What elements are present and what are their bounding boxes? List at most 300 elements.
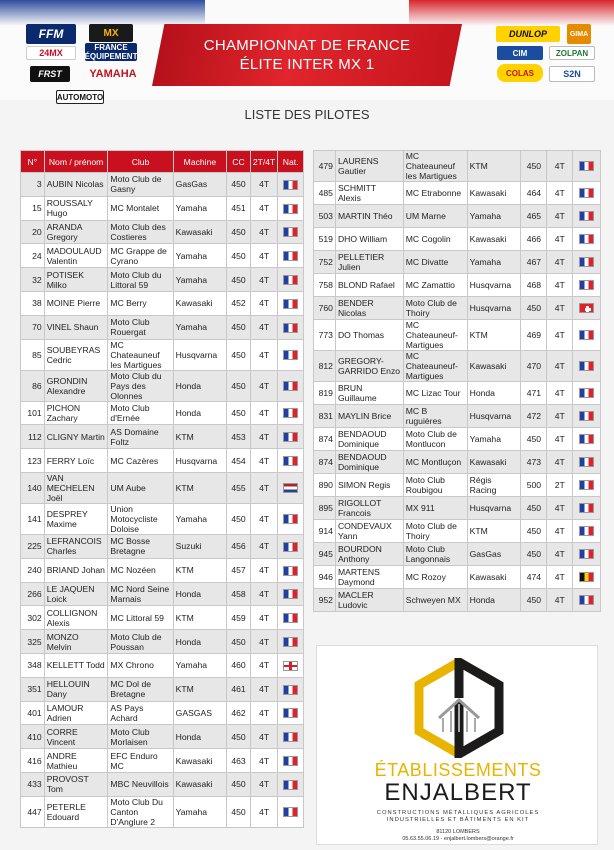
rider-stroke: 4T: [547, 520, 573, 543]
table-row: [21, 677, 304, 701]
rider-name: MADOULAUD Valentin: [44, 244, 108, 268]
rider-club: MX Chrono: [108, 653, 173, 677]
rider-nationality: [573, 182, 601, 205]
rider-stroke: 4T: [250, 315, 277, 339]
rider-nationality: [573, 274, 601, 297]
nl-flag-icon: [283, 483, 298, 493]
rider-nationality: [573, 297, 601, 320]
fr-flag-icon: [283, 637, 298, 647]
rider-nationality: [278, 558, 304, 582]
fr-flag-icon: [283, 275, 298, 285]
automoto-logo-text: AUTOMOTO: [56, 92, 104, 102]
rider-number: 70: [21, 315, 45, 339]
rider-stroke: 4T: [250, 425, 277, 449]
rider-name: ROUSSALY Hugo: [44, 196, 108, 220]
col-header-cc: CC: [227, 151, 251, 173]
table-row: [21, 315, 304, 339]
fr-flag-icon: [283, 514, 298, 524]
fr-flag-icon: [579, 188, 594, 198]
rider-stroke: 4T: [250, 677, 277, 701]
rider-cc: 450: [521, 297, 547, 320]
rider-number: 519: [314, 228, 336, 251]
rider-machine: Kawasaki: [467, 451, 521, 474]
fr-flag-icon: [579, 330, 594, 340]
fr-flag-icon: [283, 613, 298, 623]
rider-stroke: 4T: [250, 701, 277, 725]
fr-flag-icon: [283, 708, 298, 718]
fr-flag-icon: [579, 257, 594, 267]
24mx-logo: [26, 46, 76, 60]
fr-flag-icon: [579, 280, 594, 290]
fr-flag-icon: [283, 432, 298, 442]
rider-club: MC Nord Seine Marnais: [108, 582, 173, 606]
rider-cc: 467: [521, 251, 547, 274]
rider-name: MARTIN Théo: [335, 205, 403, 228]
be-flag-icon: [579, 572, 594, 582]
rider-stroke: 4T: [250, 534, 277, 558]
rider-number: 433: [21, 772, 45, 796]
rider-stroke: 4T: [250, 449, 277, 473]
advert-contact: 05.63.55.06.19 - enjalbert.lombers@orange.fr: [402, 836, 514, 842]
rider-cc: 470: [521, 351, 547, 382]
rider-stroke: 4T: [250, 401, 277, 425]
rider-club: MC Rozoy: [403, 566, 467, 589]
table-row: [314, 497, 601, 520]
rider-machine: Honda: [467, 589, 521, 612]
rider-club: Moto Club de Gasny: [108, 173, 173, 197]
rider-machine: Suzuki: [173, 534, 227, 558]
rider-machine: Kawasaki: [467, 566, 521, 589]
rider-club: Moto Club du Pays des Olonnes: [108, 370, 173, 401]
rider-cc: 465: [521, 205, 547, 228]
rider-club: Moto Club de Thoiry: [403, 297, 467, 320]
rider-nationality: [278, 653, 304, 677]
rider-name: CONDEVAUX Yann: [335, 520, 403, 543]
rider-number: 895: [314, 497, 336, 520]
fr-flag-icon: [283, 381, 298, 391]
rider-number: 447: [21, 796, 45, 827]
col-header-name: Nom / prénom: [44, 151, 108, 173]
rider-name: PROVOST Tom: [44, 772, 108, 796]
rider-stroke: 4T: [250, 582, 277, 606]
rider-number: 86: [21, 370, 45, 401]
rider-club: MC Divatte: [403, 251, 467, 274]
rider-machine: KTM: [173, 425, 227, 449]
rider-machine: Yamaha: [173, 653, 227, 677]
advert-name-line-2: ENJALBERT: [384, 779, 532, 806]
fr-flag-icon: [579, 388, 594, 398]
rider-club: MC Montalet: [108, 196, 173, 220]
fr-flag-icon: [579, 526, 594, 536]
table-row: [21, 472, 304, 503]
table-row: [314, 182, 601, 205]
rider-stroke: 4T: [547, 566, 573, 589]
rider-name: PELLETIER Julien: [335, 251, 403, 274]
rider-machine: KTM: [467, 151, 521, 182]
rider-nationality: [278, 503, 304, 534]
table-row: [21, 772, 304, 796]
rider-nationality: [573, 320, 601, 351]
rider-number: 325: [21, 630, 45, 654]
fr-flag-icon: [579, 161, 594, 171]
automoto-logo: [56, 90, 104, 104]
rider-name: FERRY Loïc: [44, 449, 108, 473]
rider-club: Moto Club Langonnais: [403, 543, 467, 566]
rider-nationality: [573, 428, 601, 451]
rider-number: 3: [21, 173, 45, 197]
rider-club: Moto Club des Costieres: [108, 220, 173, 244]
rider-number: 760: [314, 297, 336, 320]
table-row: [21, 268, 304, 292]
fr-flag-icon: [579, 595, 594, 605]
rider-number: 15: [21, 196, 45, 220]
rider-number: 479: [314, 151, 336, 182]
first-logo-text: FRST: [38, 68, 62, 79]
rider-machine: Yamaha: [173, 268, 227, 292]
tricolor-band: [0, 0, 614, 26]
rider-name: MACLER Ludovic: [335, 589, 403, 612]
rider-machine: Honda: [173, 582, 227, 606]
rider-cc: 468: [521, 274, 547, 297]
rider-nationality: [573, 474, 601, 497]
rider-number: 819: [314, 382, 336, 405]
rider-nationality: [278, 244, 304, 268]
rider-cc: 450: [521, 589, 547, 612]
table-row: [21, 653, 304, 677]
table-row: [314, 205, 601, 228]
rider-cc: 450: [521, 520, 547, 543]
rider-club: MC Dol de Bretagne: [108, 677, 173, 701]
rider-machine: Husqvarna: [467, 497, 521, 520]
enjalbert-logo-icon: [409, 658, 509, 758]
rider-stroke: 4T: [250, 220, 277, 244]
rider-stroke: 4T: [250, 749, 277, 773]
fr-flag-icon: [283, 180, 298, 190]
colas-logo: [497, 64, 543, 82]
rider-stroke: 4T: [250, 653, 277, 677]
rider-nationality: [573, 520, 601, 543]
rider-cc: 455: [227, 472, 251, 503]
rider-cc: 457: [227, 558, 251, 582]
rider-club: MC Cogolin: [403, 228, 467, 251]
table-row: [21, 630, 304, 654]
rider-machine: Kawasaki: [467, 182, 521, 205]
rider-club: Moto Club d'Ernée: [108, 401, 173, 425]
table-row: [21, 701, 304, 725]
rider-nationality: [278, 582, 304, 606]
list-subtitle: LISTE DES PILOTES: [244, 107, 370, 122]
rider-cc: 459: [227, 606, 251, 630]
rider-name: CORRE Vincent: [44, 725, 108, 749]
rider-machine: Honda: [173, 370, 227, 401]
table-row: [21, 220, 304, 244]
fr-flag-icon: [579, 361, 594, 371]
rider-machine: Kawasaki: [467, 351, 521, 382]
fr-flag-icon: [579, 411, 594, 421]
rider-stroke: 4T: [250, 796, 277, 827]
rider-club: MC Chateauneuf-Martigues: [403, 351, 467, 382]
rider-cc: 474: [521, 566, 547, 589]
rider-cc: 462: [227, 701, 251, 725]
rider-stroke: 4T: [547, 382, 573, 405]
rider-name: SIMON Regis: [335, 474, 403, 497]
table-row: [314, 474, 601, 497]
table-row: [314, 451, 601, 474]
rider-club: Union Motocycliste Doloise: [108, 503, 173, 534]
rider-number: 401: [21, 701, 45, 725]
riders-body-left: [21, 173, 304, 828]
rider-nationality: [278, 472, 304, 503]
rider-stroke: 4T: [547, 405, 573, 428]
rider-stroke: 4T: [547, 297, 573, 320]
table-row: [314, 520, 601, 543]
rider-name: DHO William: [335, 228, 403, 251]
rider-nationality: [278, 401, 304, 425]
rider-stroke: 4T: [250, 268, 277, 292]
rider-name: BRIAND Johan: [44, 558, 108, 582]
table-row: [314, 297, 601, 320]
rider-name: MARTENS Daymond: [335, 566, 403, 589]
rider-cc: 471: [521, 382, 547, 405]
rider-machine: KTM: [173, 558, 227, 582]
rider-number: 38: [21, 291, 45, 315]
rider-name: BENDAOUD Dominique: [335, 428, 403, 451]
rider-club: MC Bosse Bretagne: [108, 534, 173, 558]
rider-club: MC Chateauneuf-Martigues: [403, 320, 467, 351]
rider-name: LAMOUR Adrien: [44, 701, 108, 725]
rider-number: 112: [21, 425, 45, 449]
rider-stroke: 4T: [250, 370, 277, 401]
rider-stroke: 4T: [250, 630, 277, 654]
first-logo: [30, 66, 70, 82]
rider-name: MOINE Pierre: [44, 291, 108, 315]
rider-stroke: 4T: [547, 251, 573, 274]
rider-number: 946: [314, 566, 336, 589]
fr-flag-icon: [283, 732, 298, 742]
table-row: [21, 558, 304, 582]
fr-flag-icon: [579, 549, 594, 559]
rider-club: AS Pays Achard: [108, 701, 173, 725]
rider-name: LEFRANCOIS Charles: [44, 534, 108, 558]
rider-machine: GasGas: [173, 173, 227, 197]
rider-club: Moto Club Morlaisen: [108, 725, 173, 749]
table-row: [21, 534, 304, 558]
rider-machine: Husqvarna: [467, 297, 521, 320]
page-title: [152, 36, 462, 74]
rider-club: MC Etrabonne: [403, 182, 467, 205]
rider-machine: Husqvarna: [467, 274, 521, 297]
s2n-logo-text: S2N: [563, 68, 581, 79]
rider-number: 812: [314, 351, 336, 382]
rider-machine: KTM: [467, 520, 521, 543]
fr-flag-icon: [579, 480, 594, 490]
rider-nationality: [573, 451, 601, 474]
table-row: [314, 251, 601, 274]
rider-club: MC Berry: [108, 291, 173, 315]
rider-cc: 450: [227, 339, 251, 370]
rider-nationality: [278, 339, 304, 370]
rider-club: Moto Club Roubigou: [403, 474, 467, 497]
rider-club: MC Littoral 59: [108, 606, 173, 630]
rider-stroke: 4T: [547, 205, 573, 228]
rider-cc: 460: [227, 653, 251, 677]
enjalbert-advert: [316, 645, 598, 845]
rider-nationality: [278, 606, 304, 630]
rider-nationality: [278, 449, 304, 473]
en-flag-icon: [283, 661, 298, 671]
rider-cc: 461: [227, 677, 251, 701]
title-line-1: CHAMPIONNAT DE FRANCE: [203, 37, 411, 54]
rider-stroke: 4T: [250, 196, 277, 220]
rider-club: MC B ruguières: [403, 405, 467, 428]
rider-nationality: [573, 251, 601, 274]
rider-machine: Yamaha: [173, 196, 227, 220]
rider-number: 831: [314, 405, 336, 428]
rider-cc: 450: [521, 543, 547, 566]
rider-name: LAURENS Gautier: [335, 151, 403, 182]
rider-machine: Kawasaki: [173, 749, 227, 773]
rider-club: MC Grappe de Cyrano: [108, 244, 173, 268]
rider-machine: Yamaha: [173, 503, 227, 534]
rider-machine: Honda: [467, 382, 521, 405]
rider-number: 20: [21, 220, 45, 244]
rider-machine: Kawasaki: [173, 220, 227, 244]
ch-flag-icon: [579, 303, 594, 313]
rider-club: MC Montluçon: [403, 451, 467, 474]
fr-flag-icon: [283, 780, 298, 790]
rider-cc: 456: [227, 534, 251, 558]
fr-flag-icon: [283, 807, 298, 817]
rider-name: BENDAOUD Dominique: [335, 451, 403, 474]
rider-stroke: 4T: [547, 451, 573, 474]
advert-city: 81120 LOMBERS: [436, 829, 480, 835]
rider-number: 302: [21, 606, 45, 630]
rider-stroke: 4T: [250, 606, 277, 630]
24mx-logo-text: 24MX: [39, 47, 63, 58]
table-row: [314, 589, 601, 612]
rider-machine: KTM: [173, 472, 227, 503]
riders-table-left: [20, 150, 304, 828]
rider-name: HELLOUIN Dany: [44, 677, 108, 701]
rider-nationality: [278, 196, 304, 220]
fr-flag-icon: [283, 589, 298, 599]
rider-number: 952: [314, 589, 336, 612]
fr-flag-icon: [283, 299, 298, 309]
rider-cc: 450: [227, 725, 251, 749]
rider-stroke: 4T: [250, 503, 277, 534]
table-row: [314, 428, 601, 451]
rider-club: MC Cazères: [108, 449, 173, 473]
rider-name: COLLIGNON Alexis: [44, 606, 108, 630]
rider-machine: GasGas: [467, 543, 521, 566]
rider-stroke: 4T: [547, 274, 573, 297]
table-row: [21, 370, 304, 401]
rider-name: GREGORY-GARRIDO Enzo: [335, 351, 403, 382]
rider-nationality: [573, 566, 601, 589]
rider-club: Moto Club de Poussan: [108, 630, 173, 654]
rider-nationality: [278, 425, 304, 449]
rider-name: MONZO Melvin: [44, 630, 108, 654]
table-row: [21, 401, 304, 425]
rider-number: 123: [21, 449, 45, 473]
table-row: [314, 382, 601, 405]
rider-cc: 450: [227, 268, 251, 292]
rider-nationality: [573, 405, 601, 428]
rider-nationality: [278, 701, 304, 725]
table-row: [21, 196, 304, 220]
rider-club: Moto Club du Littoral 59: [108, 268, 173, 292]
rider-club: Moto Club Du Canton D'Anglure 2: [108, 796, 173, 827]
rider-club: Moto Club de Montlucon: [403, 428, 467, 451]
rider-machine: Honda: [173, 401, 227, 425]
rider-nationality: [278, 173, 304, 197]
rider-cc: 463: [227, 749, 251, 773]
rider-nationality: [573, 382, 601, 405]
rider-stroke: 4T: [547, 228, 573, 251]
yamaha-logo-text: YAMAHA: [89, 67, 137, 80]
gima-logo: [567, 24, 591, 44]
rider-stroke: 4T: [547, 151, 573, 182]
rider-machine: Yamaha: [467, 251, 521, 274]
rider-stroke: 2T: [547, 474, 573, 497]
rider-cc: 464: [521, 182, 547, 205]
advert-name-line-1: ÉTABLISSEMENTS: [374, 760, 542, 780]
rider-number: 348: [21, 653, 45, 677]
rider-nationality: [573, 151, 601, 182]
col-header-num: N°: [21, 151, 45, 173]
rider-name: BENDER Nicolas: [335, 297, 403, 320]
france-equipement-logo-text: FRANCE ÉQUIPEMENT: [85, 43, 137, 61]
rider-name: GRONDIN Alexandre: [44, 370, 108, 401]
rider-cc: 472: [521, 405, 547, 428]
rider-name: ARANDA Gregory: [44, 220, 108, 244]
rider-nationality: [573, 228, 601, 251]
rider-nationality: [278, 749, 304, 773]
rider-stroke: 4T: [547, 428, 573, 451]
gima-logo-text: GIMA: [569, 30, 589, 38]
ffm-logo: [26, 24, 76, 44]
table-row: [21, 749, 304, 773]
rider-stroke: 4T: [547, 543, 573, 566]
rider-stroke: 4T: [250, 291, 277, 315]
rider-number: 32: [21, 268, 45, 292]
rider-number: 758: [314, 274, 336, 297]
rider-cc: 466: [521, 228, 547, 251]
table-row: [21, 425, 304, 449]
rider-club: MC Zamattio: [403, 274, 467, 297]
rider-name: MAYLIN Brice: [335, 405, 403, 428]
rider-cc: 454: [227, 449, 251, 473]
rider-cc: 450: [227, 244, 251, 268]
rider-stroke: 4T: [250, 772, 277, 796]
rider-name: BRUN Guillaume: [335, 382, 403, 405]
rider-name: BLOND Rafael: [335, 274, 403, 297]
rider-machine: Husqvarna: [467, 405, 521, 428]
table-header-row: [21, 151, 304, 173]
rider-cc: 458: [227, 582, 251, 606]
rider-nationality: [278, 772, 304, 796]
table-row: [314, 151, 601, 182]
rider-stroke: 4T: [250, 339, 277, 370]
rider-nationality: [278, 725, 304, 749]
rider-machine: Honda: [173, 725, 227, 749]
rider-stroke: 4T: [547, 320, 573, 351]
colas-logo-text: COLAS: [506, 68, 534, 78]
rider-nationality: [278, 315, 304, 339]
cim-logo-text: CIM: [512, 48, 528, 58]
col-header-stroke: 2T/4T: [250, 151, 277, 173]
rider-machine: KTM: [467, 320, 521, 351]
